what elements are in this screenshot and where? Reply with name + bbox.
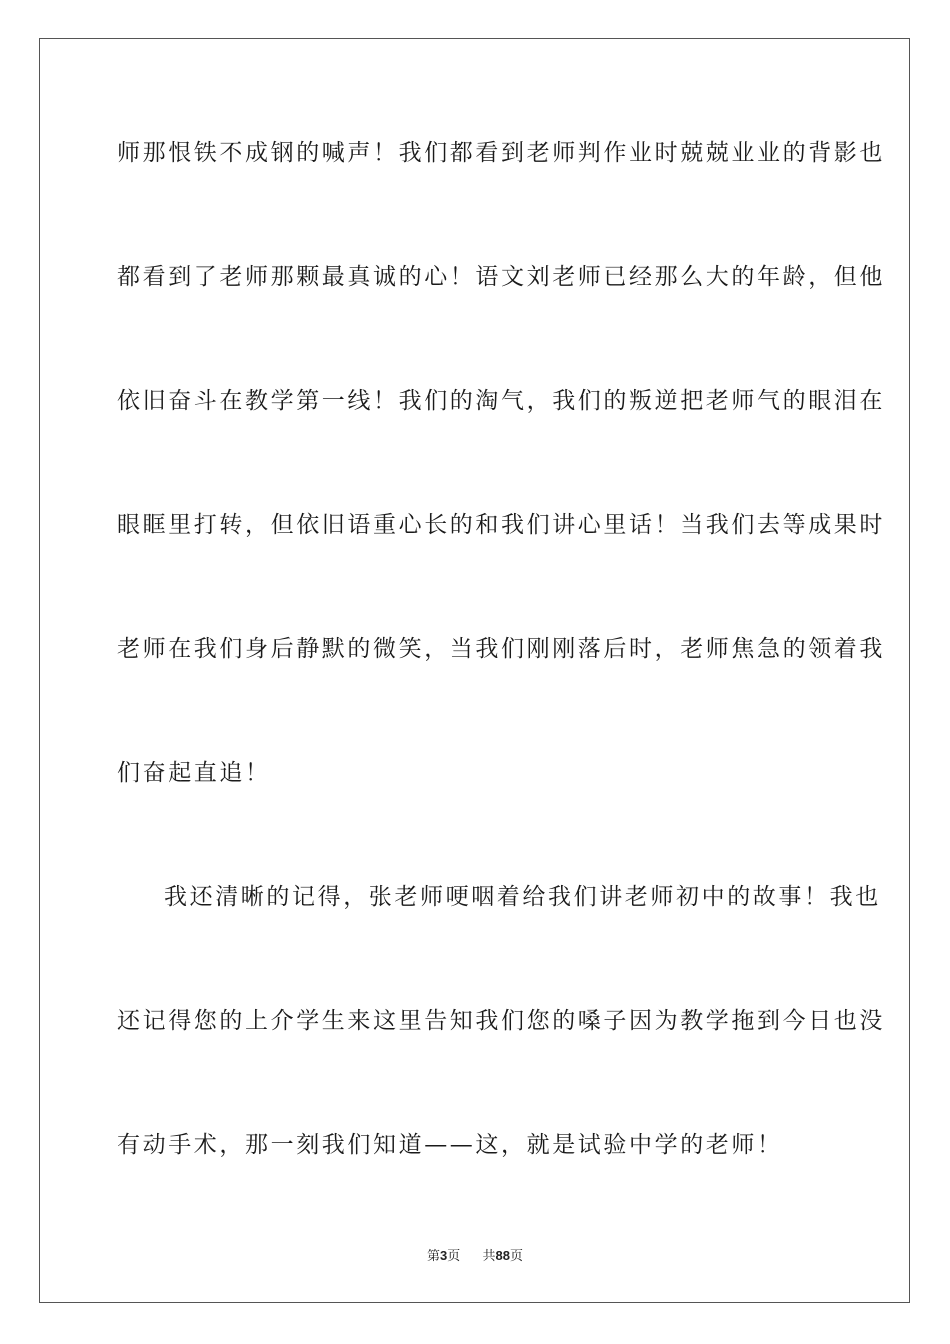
total-prefix: 共 — [482, 1249, 496, 1264]
page-prefix: 第 — [426, 1249, 440, 1264]
page-footer — [0, 1247, 950, 1266]
text-line-3: 依旧奋斗在教学第一线！我们的淘气，我们的叛逆把老师气的眼泪在 — [117, 388, 885, 414]
page-frame — [39, 38, 910, 1303]
text-line-9: 有动手术，那一刻我们知道——这，就是试验中学的老师！ — [117, 1132, 783, 1158]
text-line-8: 还记得您的上介学生来这里告知我们您的嗓子因为教学拖到今日也没 — [117, 1008, 885, 1034]
page-number: 3 — [439, 1248, 448, 1263]
total-suffix: 页 — [510, 1249, 524, 1264]
total-pages: 88 — [495, 1248, 510, 1263]
text-line-4: 眼眶里打转，但依旧语重心长的和我们讲心里话！当我们去等成果时 — [117, 512, 885, 538]
text-line-6: 们奋起直追！ — [117, 760, 271, 786]
text-line-5: 老师在我们身后静默的微笑，当我们刚刚落后时，老师焦急的领着我 — [117, 636, 885, 662]
text-line-1: 师那恨铁不成钢的喊声！我们都看到老师判作业时兢兢业业的背影也 — [117, 140, 885, 166]
text-line-7: 我还清晰的记得，张老师哽咽着给我们讲老师初中的故事！我也 — [164, 884, 881, 910]
page-suffix: 页 — [447, 1249, 461, 1264]
text-line-2: 都看到了老师那颗最真诚的心！语文刘老师已经那么大的年龄，但他 — [117, 264, 885, 290]
